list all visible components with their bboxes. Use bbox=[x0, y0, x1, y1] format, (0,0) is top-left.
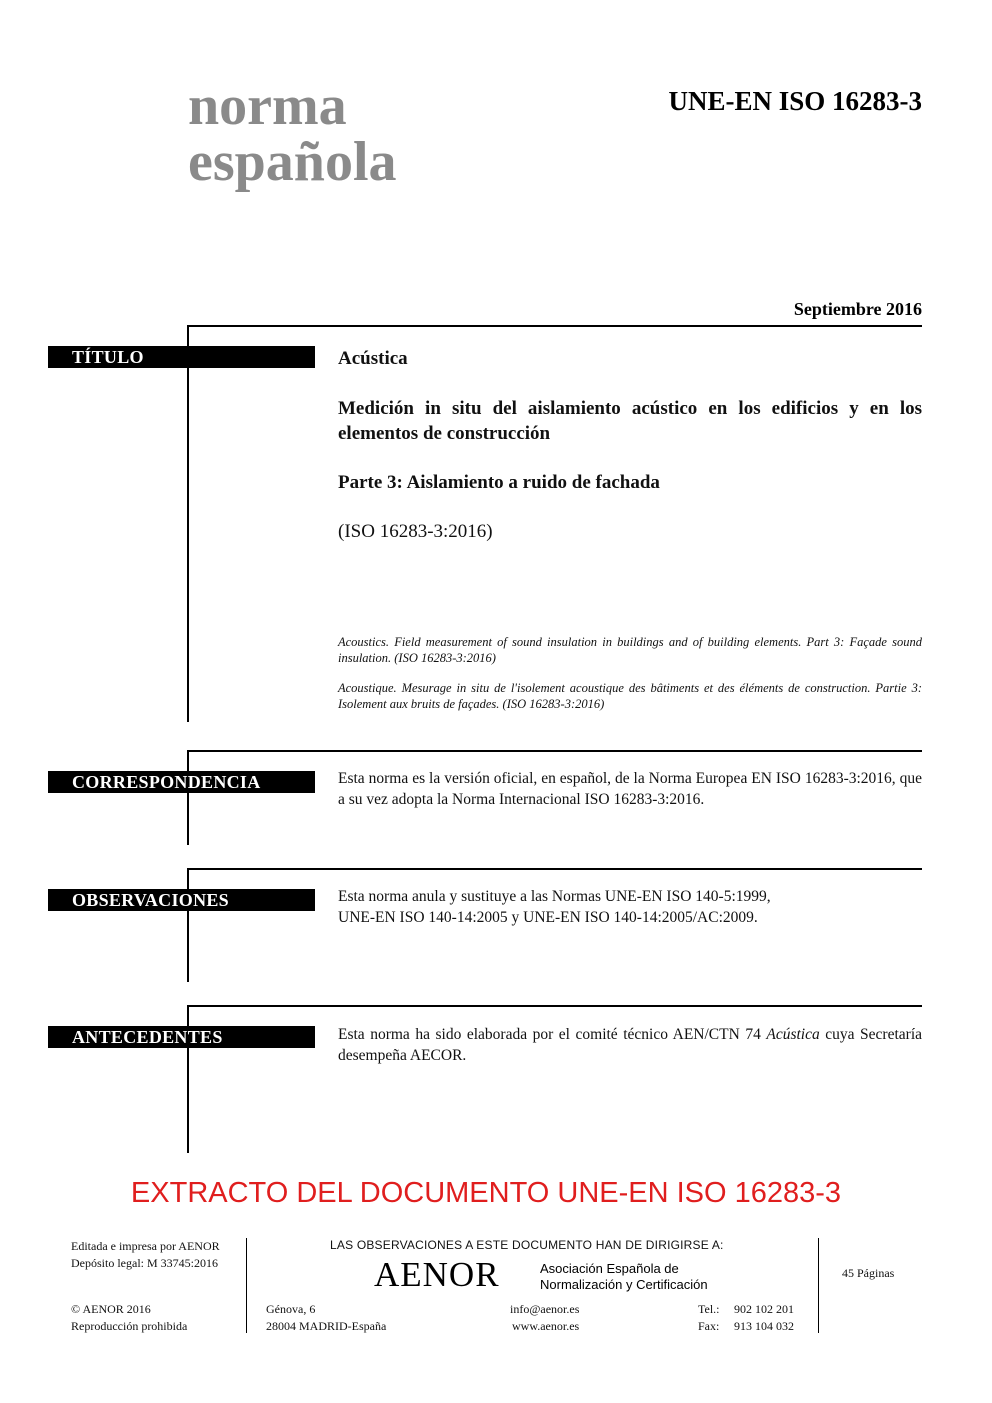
footer-deposit: Depósito legal: M 33745:2016 bbox=[71, 1256, 218, 1270]
footer-contact-online bbox=[510, 1301, 579, 1335]
title-subject: Acústica bbox=[338, 348, 408, 369]
fax-label: Fax: bbox=[698, 1319, 720, 1333]
page-count: 45 Páginas bbox=[842, 1266, 895, 1280]
label-titulo: TÍTULO bbox=[48, 346, 315, 368]
footer-edition bbox=[71, 1238, 220, 1272]
footer-address bbox=[266, 1301, 386, 1335]
section-vrule-observaciones bbox=[187, 868, 189, 982]
footer-edited: Editada e impresa por AENOR bbox=[71, 1239, 220, 1253]
address-line-2: 28004 MADRID-España bbox=[266, 1319, 387, 1333]
aenor-organization-name bbox=[540, 1261, 708, 1293]
title-main: Medición in situ del aislamiento acústico en los edificios y en los elementos de construcción bbox=[338, 398, 922, 444]
footer-web: www.aenor.es bbox=[512, 1319, 580, 1333]
antecedentes-text bbox=[338, 1024, 922, 1066]
section-vrule-titulo bbox=[187, 325, 189, 722]
label-antecedentes: ANTECEDENTES bbox=[48, 1026, 315, 1048]
antecedentes-text-start: Esta norma ha sido elaborada por el comité técnico AEN/CTN 74 bbox=[338, 1026, 767, 1043]
antecedentes-committee-name: Acústica bbox=[766, 1026, 820, 1043]
observaciones-line-1: Esta norma anula y sustituye a las Normas UNE-EN ISO 140-5:1999, bbox=[338, 888, 771, 905]
publication-date: Septiembre 2016 bbox=[793, 299, 922, 319]
footer-reproduction: Reproducción prohibida bbox=[71, 1319, 188, 1333]
correspondencia-text: Esta norma es la versión oficial, en español, de la Norma Europea EN ISO 16283-3:2016, que a su vez adopta la Norma Internacional ISO 16283-3:2016. bbox=[338, 770, 922, 808]
observaciones-text bbox=[338, 886, 922, 928]
footer-copyright: © AENOR 2016 bbox=[71, 1302, 151, 1316]
title-english: Acoustics. Field measurement of sound insulation in buildings and of building elements. Part 3: Façade sound insulation. (ISO 16283-3:2016) bbox=[338, 635, 922, 665]
title-french: Acoustique. Mesurage in situ de l'isolement acoustique des bâtiments et des éléments de construction. Partie 3: Isolement aux bruits de façades. (ISO 16283-3:2016) bbox=[338, 681, 922, 711]
section-rule-observaciones bbox=[188, 868, 922, 870]
org-line-2: Normalización y Certificación bbox=[540, 1277, 708, 1292]
brand-line-1: norma bbox=[188, 75, 347, 137]
label-correspondencia: CORRESPONDENCIA bbox=[48, 771, 315, 793]
title-iso-reference: (ISO 16283-3:2016) bbox=[338, 521, 493, 542]
aenor-logo: AENOR bbox=[374, 1255, 500, 1294]
footer-observations-header: LAS OBSERVACIONES A ESTE DOCUMENTO HAN DE DIRIGIRSE A: bbox=[330, 1238, 724, 1252]
antecedentes-text-end: cuya Secretaría desempeña AECOR. bbox=[338, 1026, 922, 1064]
footer-rights bbox=[71, 1301, 187, 1335]
address-line-1: Génova, 6 bbox=[266, 1302, 316, 1316]
title-part: Parte 3: Aislamiento a ruido de fachada bbox=[338, 472, 660, 493]
brand-wordmark bbox=[188, 75, 397, 193]
section-rule-antecedentes bbox=[188, 1005, 922, 1007]
label-observaciones: OBSERVACIONES bbox=[48, 889, 315, 911]
observaciones-line-2: UNE-EN ISO 140-14:2005 y UNE-EN ISO 140-14:2005/AC:2009. bbox=[338, 909, 758, 926]
footer-email: info@aenor.es bbox=[510, 1302, 580, 1316]
section-rule-titulo bbox=[188, 325, 922, 327]
org-line-1: Asociación Española de bbox=[540, 1261, 679, 1276]
footer-separator-right bbox=[818, 1238, 819, 1333]
section-rule-correspondencia bbox=[188, 750, 922, 752]
footer-contact-phone bbox=[698, 1301, 794, 1335]
extract-banner: EXTRACTO DEL DOCUMENTO UNE-EN ISO 16283-3 bbox=[130, 1177, 842, 1209]
footer-separator-left bbox=[246, 1238, 247, 1333]
section-vrule-correspondencia bbox=[187, 750, 189, 845]
standard-code: UNE-EN ISO 16283-3 bbox=[668, 86, 922, 116]
brand-line-2: española bbox=[188, 131, 397, 193]
fax-number: 913 104 032 bbox=[734, 1319, 794, 1333]
tel-label: Tel.: bbox=[698, 1302, 720, 1316]
tel-number: 902 102 201 bbox=[734, 1302, 794, 1316]
